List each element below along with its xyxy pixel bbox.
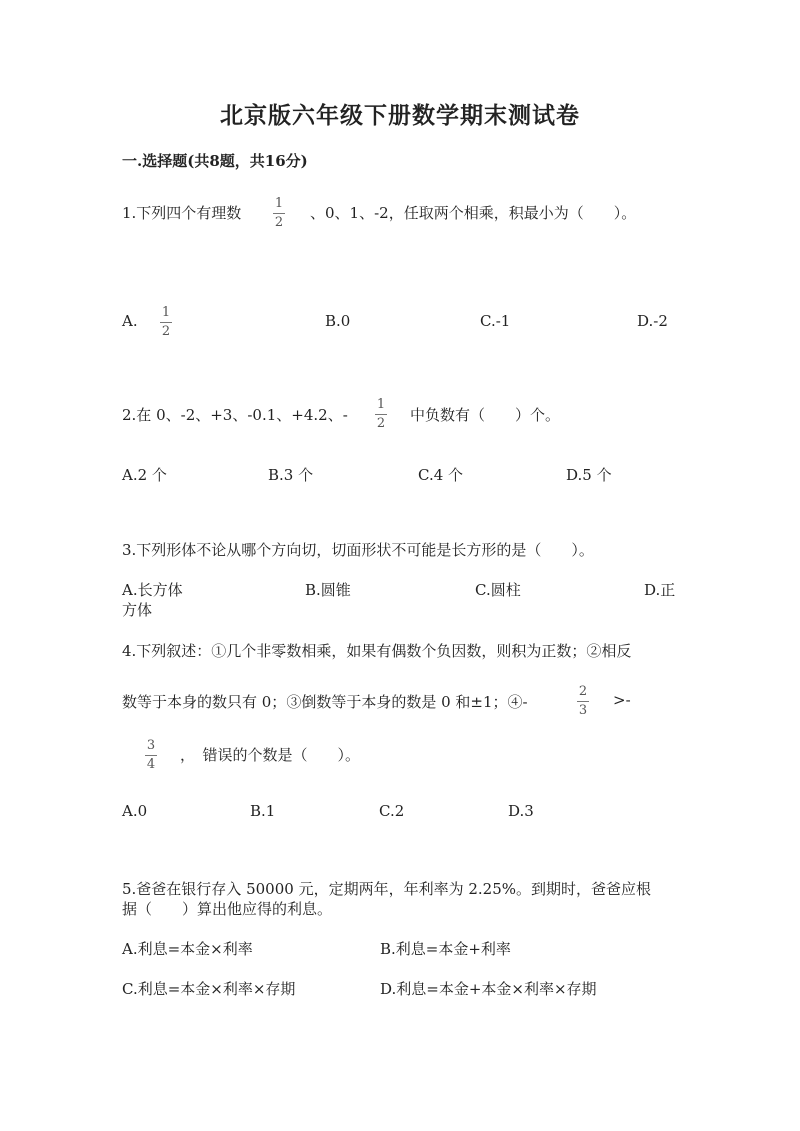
q1-option-a-bar: [160, 322, 172, 323]
q4-greater-than: >-: [613, 691, 631, 709]
q1-option-a-den: 2: [161, 324, 171, 339]
q1-suffix: 、0、1、-2，任取两个相乘，积最小为（ ）。: [310, 204, 637, 222]
q4-frac1-num: 2: [578, 684, 588, 699]
q5-line-1: 5.爸爸在银行存入 50000 元，定期两年，年利率为 2.25%。到期时，爸爸应根: [122, 880, 651, 898]
q1-frac-bar: [273, 213, 285, 214]
q2-option-a[interactable]: A.2 个: [122, 466, 167, 484]
q3-text: 3.下列形体不论从哪个方向切，切面形状不可能是长方形的是（ ）。: [122, 541, 594, 559]
q1-option-a-fraction: [160, 306, 172, 339]
q2-prefix: 2.在 0、-2、+3、-0.1、+4.2、-: [122, 406, 348, 424]
q4-frac2-num: 3: [146, 738, 156, 753]
q1-option-c[interactable]: C.-1: [480, 312, 511, 330]
q4-option-a[interactable]: A.0: [122, 802, 148, 820]
q5-option-c[interactable]: C.利息=本金×利率×存期: [122, 980, 296, 998]
q2-option-d[interactable]: D.5 个: [566, 466, 612, 484]
q3-option-d[interactable]: D.正: [644, 581, 676, 599]
q2-frac-den: 2: [376, 416, 386, 431]
q3-option-c[interactable]: C.圆柱: [475, 581, 521, 599]
q2-frac-bar: [375, 414, 387, 415]
q4-option-b[interactable]: B.1: [250, 802, 276, 820]
q4-frac2-bar: [145, 755, 157, 756]
q5-option-d[interactable]: D.利息=本金+本金×利率×存期: [380, 980, 597, 998]
q4-option-d[interactable]: D.3: [508, 802, 534, 820]
q5-option-a[interactable]: A.利息=本金×利率: [122, 940, 253, 958]
q1-option-b[interactable]: B.0: [325, 312, 351, 330]
q4-frac1-den: 3: [578, 703, 588, 718]
q3-option-b[interactable]: B.圆锥: [305, 581, 351, 599]
q4-option-c[interactable]: C.2: [379, 802, 405, 820]
q4-line-3: ， 错误的个数是（ ）。: [180, 746, 361, 764]
section-heading: 一.选择题(共8题，共16分): [122, 152, 308, 170]
q1-option-a-num: 1: [161, 305, 171, 320]
q1-option-a-label: A.: [122, 312, 138, 330]
page-title: 北京版六年级下册数学期末测试卷: [220, 102, 580, 129]
q5-option-b[interactable]: B.利息=本金+利率: [380, 940, 511, 958]
q4-fraction-2: [145, 739, 157, 772]
q5-line-2: 据（ ）算出他应得的利息。: [122, 900, 333, 918]
q1-option-d[interactable]: D.-2: [637, 312, 668, 330]
q1-option-a[interactable]: [122, 312, 138, 330]
q4-frac2-den: 4: [146, 757, 156, 772]
q1-frac-num: 1: [274, 196, 284, 211]
q1-frac-den: 2: [274, 215, 284, 230]
q3-option-a[interactable]: A.长方体: [122, 581, 183, 599]
q4-fraction-1: [577, 685, 589, 718]
q2-option-c[interactable]: C.4 个: [418, 466, 464, 484]
q4-line-1: 4.下列叙述：①几个非零数相乘，如果有偶数个负因数，则积为正数；②相反: [122, 642, 632, 660]
q1-prefix: 1.下列四个有理数: [122, 204, 242, 222]
q4-frac1-bar: [577, 701, 589, 702]
q3-option-d-wrap: 方体: [122, 601, 153, 619]
q2-frac-num: 1: [376, 397, 386, 412]
q2-option-b[interactable]: B.3 个: [268, 466, 314, 484]
q2-suffix: 中负数有（ ）个。: [410, 406, 561, 424]
q1-fraction: [273, 197, 285, 230]
q2-fraction: [375, 398, 387, 431]
q4-line-2: 数等于本身的数只有 0；③倒数等于本身的数是 0 和±1；④-: [122, 693, 528, 711]
